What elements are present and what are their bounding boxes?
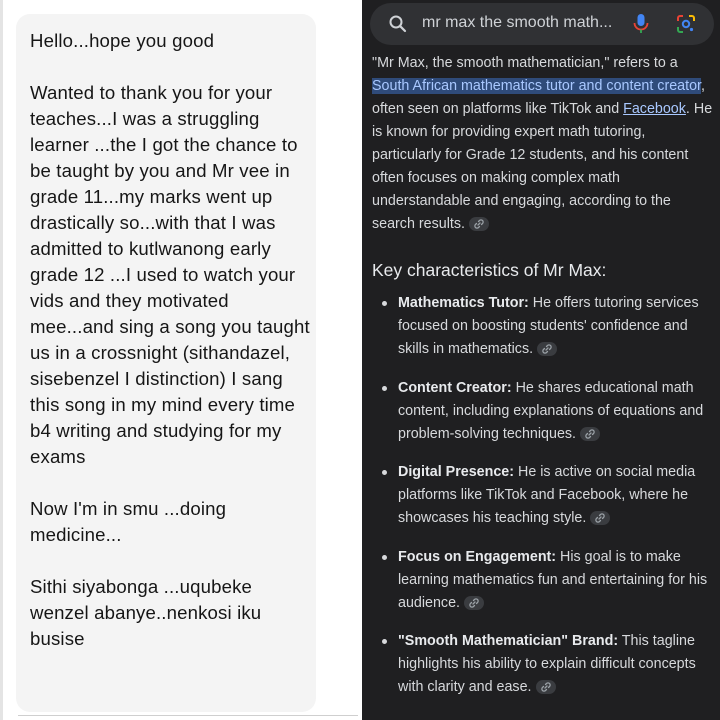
list-item [372, 630, 716, 699]
search-result-panel [362, 0, 720, 720]
link-icon[interactable] [536, 680, 556, 694]
characteristics-list [372, 292, 716, 699]
item-text: He offers tutoring services focused on boosting students' confidence and skills in mathematics. [398, 295, 699, 357]
intro-text: "Mr Max, the smooth mathematician," refers to a [372, 55, 678, 71]
list-item [372, 377, 716, 446]
link-icon[interactable] [537, 342, 557, 356]
facebook-link[interactable]: Facebook [623, 101, 686, 117]
link-icon[interactable] [469, 217, 489, 231]
section-heading: Key characteristics of Mr Max: [372, 260, 607, 280]
message-paragraph: Now I'm in smu ...doing medicine... [30, 498, 227, 545]
message-paragraph: Sithi siyabonga ...uqubeke wenzel abanye..nenkosi iku busise [30, 576, 262, 649]
item-term: Mathematics Tutor: [398, 295, 529, 311]
message-paragraph: Hello...hope you good [30, 30, 215, 51]
google-lens-icon[interactable] [676, 14, 696, 34]
item-term: Content Creator: [398, 379, 512, 396]
item-term: Digital Presence: [398, 464, 515, 480]
list-item [372, 461, 716, 530]
item-term: "Smooth Mathematician" Brand: [398, 633, 619, 649]
highlighted-text: South African mathematics tutor and content creator [372, 78, 702, 94]
item-term: Focus on Engagement: [398, 548, 557, 565]
search-icon[interactable] [388, 14, 408, 34]
message-text [30, 28, 314, 678]
intro-text: . He is known for providing expert math tutoring, particularly for Grade 12 students, and his content often focuses on making complex math understandable and engaging, according to the search results. [372, 101, 713, 232]
overview-intro [372, 52, 716, 236]
item-text: His goal is to make learning mathematics fun and entertaining for his audience. [398, 548, 708, 611]
list-item [372, 292, 716, 361]
intro-text: , often seen on platforms like TikTok and [372, 78, 705, 117]
search-input[interactable]: mr max the smooth math... [422, 14, 613, 31]
panel-edge [0, 0, 3, 720]
ai-overview [372, 52, 716, 715]
search-bar[interactable] [370, 3, 714, 45]
message-paragraph: Wanted to thank you for your teaches...I was a struggling learner ...the I got the chance to be taught by you and Mr vee in grade 11...my marks went up drastically so...with that I was admitted to kutlwanong early grade 12 ...I used to watch your vids and they motivated mee...and sing a song you taught us in a crossnight (sithandazel, sisebenzel I distinction) I sang this song in my mind every time b4 writing and studying for my exams [30, 82, 310, 467]
item-text: He shares educational math content, including explanations of equations and problem-solving techniques. [398, 379, 704, 442]
list-item [372, 546, 716, 615]
item-text: He is active on social media platforms like TikTok and Facebook, where he showcases his teaching style. [398, 464, 696, 526]
link-icon[interactable] [580, 427, 600, 441]
mic-icon[interactable] [632, 13, 650, 35]
item-text: This tagline highlights his ability to explain difficult concepts with clarity and ease. [398, 633, 696, 695]
link-icon[interactable] [590, 511, 610, 525]
divider [18, 715, 358, 716]
link-icon[interactable] [464, 596, 484, 610]
